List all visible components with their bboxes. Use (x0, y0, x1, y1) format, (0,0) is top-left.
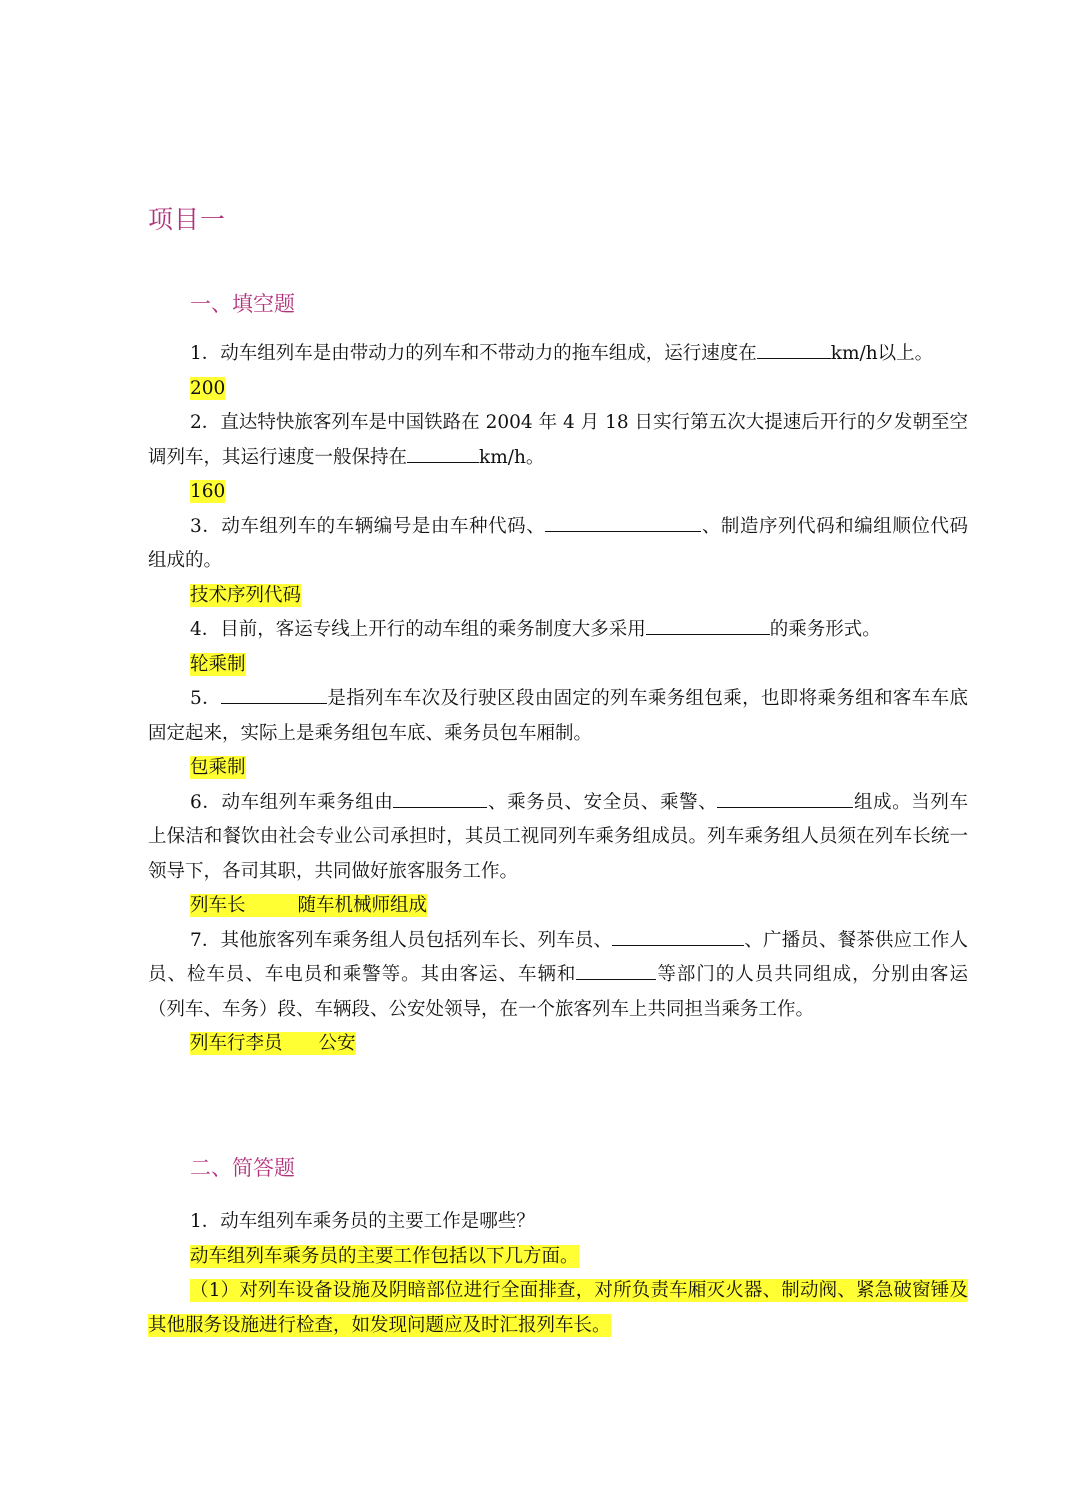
section-heading-fill-in: 一、填空题 (190, 292, 295, 316)
question-6: 6．动车组列车乘务组由 、乘务员、安全员、乘警、 组成。当列车上保洁和餐饮由社会专业公司承担时，其员工视同列车乘务组成员。列车乘务组人员须在列车长统一领导下，各司其职，共同做好旅客服务工作。 (148, 786, 968, 890)
answer-6 (190, 889, 968, 924)
answer-1: 200 (190, 377, 226, 399)
question-3: 3．动车组列车的车辆编号是由车种代码、 、制造序列代码和编组顺位代码组成的。 (148, 510, 968, 579)
answer-blank (757, 338, 831, 359)
answer-blank (393, 787, 487, 808)
answer-7 (190, 1027, 968, 1062)
answer-3: 技术序列代码 (190, 584, 302, 606)
section-heading-short-answer: 二、简答题 (190, 1156, 295, 1180)
question-2: 2．直达特快旅客列车是中国铁路在 2004 年 4 月 18 日实行第五次大提速后开行的夕发朝至空调列车，其运行速度一般保持在 km/h。 (148, 412, 968, 468)
answer-blank (221, 683, 327, 704)
answer-7-highlight: 列车行李员 公安 (190, 1033, 356, 1054)
answer-blank (646, 614, 770, 635)
answer-4: 轮乘制 (190, 653, 246, 675)
short-answer-questions (148, 1205, 968, 1343)
answer-6-highlight: 列车长 随车机械师组成 (190, 895, 428, 916)
answer-blank (576, 959, 656, 980)
question-7: 7．其他旅客列车乘务组人员包括列车长、列车员、 、广播员、餐茶供应工作人员、检车员、车电员和乘警等。其由客运、车辆和 等部门的人员共同组成，分别由客运（列车、车务）段、车辆段、公安处领导，在一个旅客列车上共同担当乘务工作。 (148, 924, 968, 1028)
fill-in-questions (148, 337, 968, 1062)
question-1: 1．动车组列车是由带动力的列车和不带动力的拖车组成，运行速度在 km/h以上。 (148, 337, 968, 372)
short-question-1: 1．动车组列车乘务员的主要工作是哪些？ (190, 1211, 535, 1232)
short-answer-item-1: （1）对列车设备设施及阴暗部位进行全面排查，对所负责车厢灭火器、制动阀、紧急破窗锤及其他服务设施进行检查，如发现问题应及时汇报列车长。 (148, 1280, 968, 1336)
answer-blank (545, 511, 701, 532)
page-title: 项目一 (148, 205, 227, 234)
short-answer-intro: 动车组列车乘务员的主要工作包括以下几方面。 (190, 1245, 579, 1267)
question-5: 5． 是指列车车次及行驶区段由固定的列车乘务组包乘，也即将乘务组和客车车底固定起来，实际上是乘务组包车底、乘务员包车厢制。 (148, 682, 968, 751)
question-4: 4．目前，客运专线上开行的动车组的乘务制度大多采用 的乘务形式。 (148, 613, 968, 648)
answer-2: 160 (190, 481, 226, 502)
answer-blank (612, 925, 744, 946)
answer-blank (407, 442, 479, 463)
answer-5: 包乘制 (190, 757, 246, 778)
answer-blank (717, 787, 853, 808)
